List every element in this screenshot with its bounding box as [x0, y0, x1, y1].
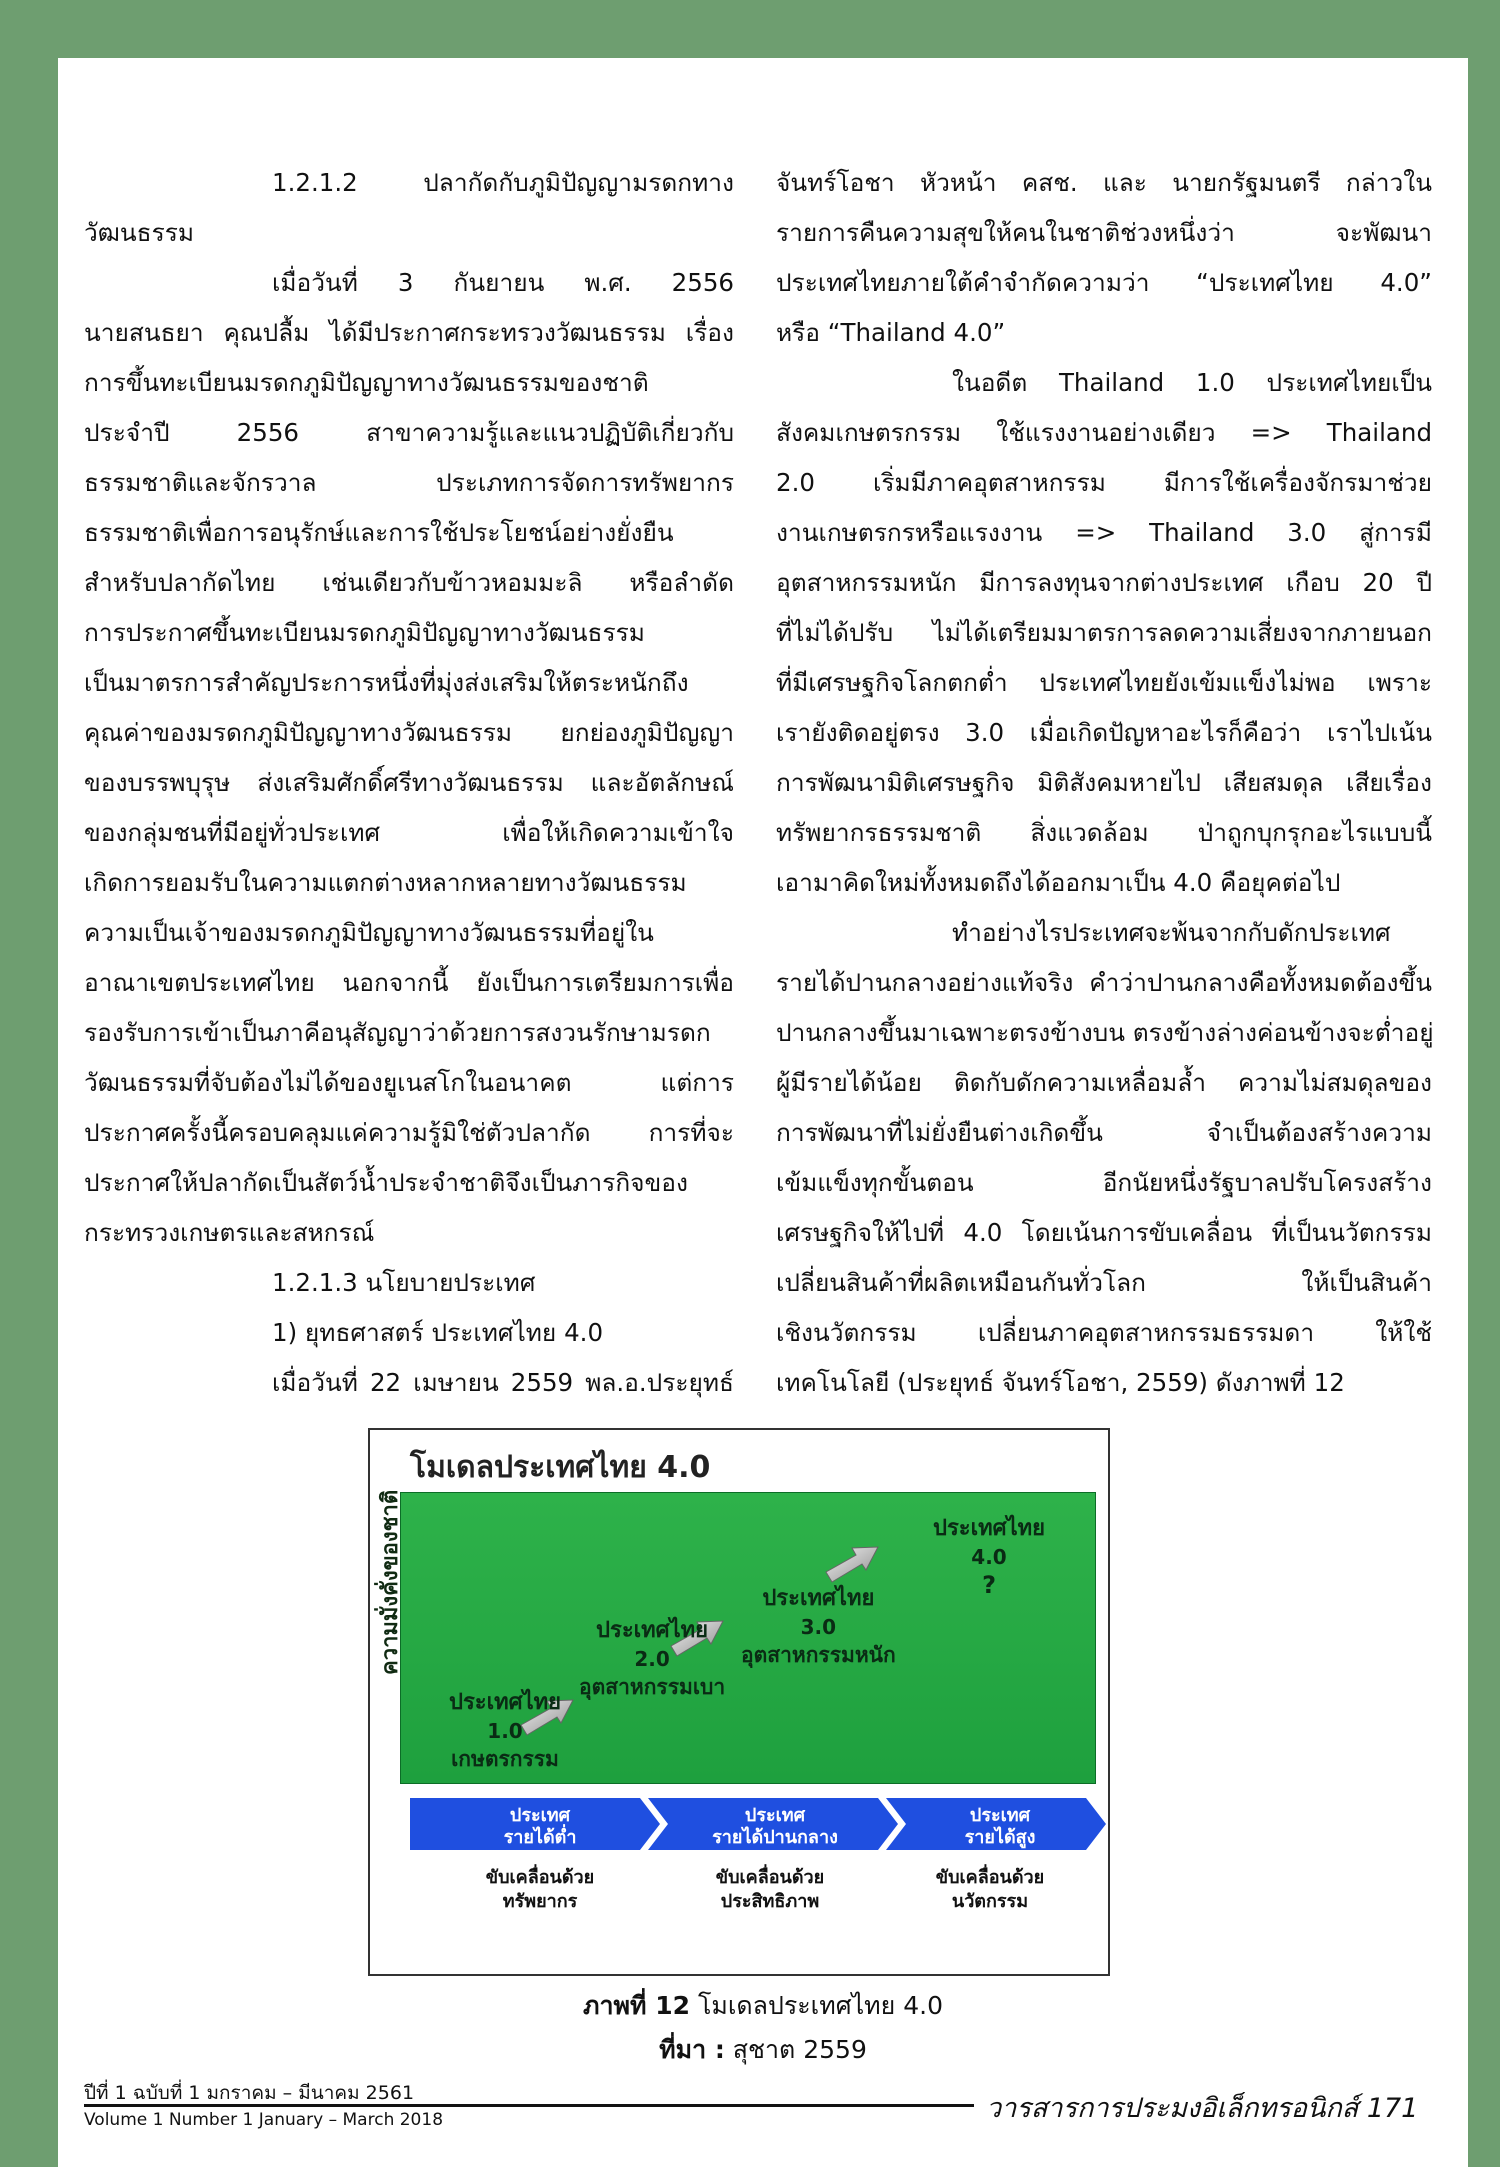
text-line: สังคมเกษตรกรรม ใช้แรงงานอย่างเดียว => Thailand [776, 418, 1432, 447]
text-line: การประกาศขึ้นทะเบียนมรดกภูมิปัญญาทางวัฒนธรรม [84, 618, 645, 647]
right-text-column [776, 158, 1432, 1408]
text-line: เมื่อวันที่ 3 กันยายน พ.ศ. 2556 [272, 268, 734, 297]
driver-2-line2: ประสิทธิภาพ [720, 1891, 820, 1912]
bar-2-line1: ประเทศ [744, 1805, 806, 1826]
income-bar-low-label [440, 1800, 640, 1854]
text-line: การขึ้นทะเบียนมรดกภูมิปัญญาทางวัฒนธรรมของชาติ [84, 368, 649, 397]
figure-source-text: สุชาต 2559 [724, 2035, 867, 2064]
text-line: 1.2.1.2 ปลากัดกับภูมิปัญญามรดกทาง [272, 168, 734, 197]
text-line: ของกลุ่มชนที่มีอยู่ทั่วประเทศ เพื่อให้เกิดความเข้าใจ [84, 818, 734, 847]
text-line: รายการคืนความสุขให้คนในชาติช่วงหนึ่งว่า จะพัฒนา [776, 218, 1432, 247]
stage-1-version: 1.0 [487, 1719, 523, 1743]
text-line: อุตสาหกรรมหนัก มีการลงทุนจากต่างประเทศ เกือบ 20 ปี [776, 568, 1432, 597]
stage-3-name: ประเทศไทย [762, 1586, 875, 1611]
text-line: อาณาเขตประเทศไทย นอกจากนี้ ยังเป็นการเตรียมการเพื่อ [84, 968, 734, 997]
text-line: การพัฒนามิติเศรษฐกิจ มิติสังคมหายไป เสียสมดุล เสียเรื่อง [776, 768, 1432, 797]
stage-4-name: ประเทศไทย [933, 1516, 1046, 1541]
driver-innovation [900, 1866, 1080, 1914]
driver-1-line2: ทรัพยากร [502, 1891, 578, 1912]
driver-3-line1: ขับเคลื่อนด้วย [935, 1867, 1045, 1888]
text-line: ผู้มีรายได้น้อย ติดกับดักความเหลื่อมล้ำ ความไม่สมดุลของ [776, 1068, 1432, 1097]
text-line: สำหรับปลากัดไทย เช่นเดียวกับข้าวหอมมะลิ หรือลำดัด [84, 568, 734, 597]
text-line: 2.0 เริ่มมีภาคอุตสาหกรรม มีการใช้เครื่องจักรมาช่วย [776, 468, 1432, 497]
text-line: ของบรรพบุรุษ ส่งเสริมศักดิ์ศรีทางวัฒนธรรม และอัตลักษณ์ [84, 768, 734, 797]
text-line: ประกาศให้ปลากัดเป็นสัตว์น้ำประจำชาติจึงเป็นภารกิจของ [84, 1168, 688, 1197]
text-line: ปานกลางขึ้นมาเฉพาะตรงข้างบน ตรงข้างล่างค่อนข้างจะต่ำอยู่ [776, 1018, 1434, 1047]
text-line: วัฒนธรรม [84, 218, 195, 247]
text-line: ความเป็นเจ้าของมรดกภูมิปัญญาทางวัฒนธรรมที่อยู่ใน [84, 918, 654, 947]
text-line: เป็นมาตรการสำคัญประการหนึ่งที่มุ่งส่งเสริมให้ตระหนักถึง [84, 668, 689, 697]
text-line: 1) ยุทธศาสตร์ ประเทศไทย 4.0 [272, 1318, 604, 1347]
figure-caption-label: ภาพที่ 12 [583, 1991, 690, 2020]
text-line: นายสนธยา คุณปลื้ม ได้มีประกาศกระทรวงวัฒนธรรม เรื่อง [84, 318, 734, 347]
footer-journal-page: วารสารการประมงอิเล็กทรอนิกส์ 171 [986, 2093, 1419, 2124]
text-line: ประจำปี 2556 สาขาความรู้และแนวปฏิบัติเกี่ยวกับ [84, 418, 734, 447]
stage-4-version: 4.0 [971, 1545, 1007, 1569]
stage-2-version: 2.0 [634, 1647, 670, 1671]
text-line: เข้มแข็งทุกขั้นตอน อีกนัยหนึ่งรัฐบาลปรับโครงสร้าง [776, 1168, 1432, 1197]
bar-1-line1: ประเทศ [509, 1805, 571, 1826]
stage-1 [449, 1689, 561, 1773]
text-line: รายได้ปานกลางอย่างแท้จริง คำว่าปานกลางคือทั้งหมดต้องขึ้น [776, 968, 1432, 997]
figure-source [58, 2030, 1468, 2070]
stage-2-sector: อุตสาหกรรมเบา [579, 1675, 726, 1699]
footer-divider [84, 2104, 974, 2107]
text-line: เชิงนวัตกรรม เปลี่ยนภาคอุตสาหกรรมธรรมดา ให้ใช้ [776, 1318, 1432, 1347]
text-line: เกิดการยอมรับในความแตกต่างหลากหลายทางวัฒนธรรม [84, 868, 687, 897]
footer-issue-en: Volume 1 Number 1 January – March 2018 [84, 2110, 444, 2130]
stage-4-sector: ? [982, 1571, 996, 1599]
text-line: หรือ “Thailand 4.0” [776, 318, 1006, 347]
text-line: ประเทศไทยภายใต้คำจำกัดความว่า “ประเทศไทย 4.0” [776, 268, 1432, 297]
text-line: ประกาศครั้งนี้ครอบคลุมแค่ความรู้มิใช่ตัวปลากัด การที่จะ [84, 1118, 734, 1147]
bar-3-line1: ประเทศ [969, 1805, 1031, 1826]
stage-1-name: ประเทศไทย [449, 1690, 562, 1715]
arrow-icon-3 [826, 1547, 878, 1582]
text-line: กระทรวงเกษตรและสหกรณ์ [84, 1218, 375, 1247]
stage-3 [741, 1585, 896, 1669]
text-line: เอามาคิดใหม่ทั้งหมดถึงได้ออกมาเป็น 4.0 คือยุคต่อไป [776, 868, 1341, 897]
text-line: เศรษฐกิจให้ไปที่ 4.0 โดยเน้นการขับเคลื่อน ที่เป็นนวัตกรรม [776, 1218, 1432, 1247]
y-axis-label: ความมั่งคั่งของชาติ [378, 1489, 403, 1675]
left-text-column [84, 158, 734, 1408]
text-line: เรายังติดอยู่ตรง 3.0 เมื่อเกิดปัญหาอะไรก็คือว่า เราไปเน้น [776, 718, 1432, 747]
stage-3-sector: อุตสาหกรรมหนัก [741, 1643, 896, 1667]
stage-1-sector: เกษตรกรรม [451, 1747, 559, 1771]
stage-4 [933, 1515, 1045, 1599]
bar-3-line2: รายได้สูง [964, 1827, 1036, 1848]
text-line: งานเกษตรกรหรือแรงงาน => Thailand 3.0 สู่การมี [776, 518, 1432, 547]
text-line: วัฒนธรรมที่จับต้องไม่ได้ของยูเนสโกในอนาคต แต่การ [84, 1068, 734, 1097]
footer-issue-th: ปีที่ 1 ฉบับที่ 1 มกราคม – มีนาคม 2561 [84, 2082, 415, 2104]
stage-2 [579, 1617, 725, 1701]
income-bar-high-label [910, 1800, 1090, 1854]
driver-1-line1: ขับเคลื่อนด้วย [485, 1867, 595, 1888]
text-line: เทคโนโลยี (ประยุทธ์ จันทร์โอชา, 2559) ดังภาพที่ 12 [776, 1368, 1345, 1397]
text-line: ทำอย่างไรประเทศจะพ้นจากกับดักประเทศ [952, 918, 1391, 947]
thailand-4-model-figure [368, 1428, 1110, 1976]
text-line: ที่ไม่ได้ปรับ ไม่ได้เตรียมมาตรการลดความเสี่ยงจากภายนอก [776, 618, 1432, 647]
text-line: 1.2.1.3 นโยบายประเทศ [272, 1268, 536, 1297]
text-line: รองรับการเข้าเป็นภาคีอนุสัญญาว่าด้วยการสงวนรักษามรดก [84, 1018, 711, 1047]
journal-page [58, 58, 1468, 2167]
figure-caption [58, 1986, 1468, 2026]
driver-2-line1: ขับเคลื่อนด้วย [715, 1867, 825, 1888]
text-line: จันทร์โอชา หัวหน้า คสช. และ นายกรัฐมนตรี กล่าวใน [776, 168, 1432, 197]
bar-2-line2: รายได้ปานกลาง [712, 1827, 838, 1848]
stage-2-name: ประเทศไทย [596, 1618, 709, 1643]
figure-source-label: ที่มา : [659, 2035, 725, 2064]
text-line: เมื่อวันที่ 22 เมษายน 2559 พล.อ.ประยุทธ์ [272, 1368, 734, 1397]
text-line: ทรัพยากรธรรมชาติ สิ่งแวดล้อม ป่าถูกบุกรุกอะไรแบบนี้ [776, 818, 1432, 847]
wealth-chart-area [400, 1492, 1096, 1784]
figure-caption-text: โมเดลประเทศไทย 4.0 [690, 1991, 943, 2020]
text-line: ธรรมชาติและจักรวาล ประเภทการจัดการทรัพยากร [84, 468, 734, 497]
figure-title: โมเดลประเทศไทย 4.0 [410, 1450, 711, 1485]
income-bar-middle-label [670, 1800, 880, 1854]
stage-3-version: 3.0 [800, 1615, 837, 1639]
driver-3-line2: นวัตกรรม [951, 1891, 1029, 1912]
text-line: ที่มีเศรษฐกิจโลกตกต่ำ ประเทศไทยยังเข้มแข็งไม่พอ เพราะ [776, 668, 1432, 697]
text-line: เปลี่ยนสินค้าที่ผลิตเหมือนกันทั่วโลก ให้เป็นสินค้า [776, 1268, 1432, 1297]
text-line: การพัฒนาที่ไม่ยั่งยืนต่างเกิดขึ้น จำเป็นต้องสร้างความ [776, 1118, 1432, 1147]
bar-1-line2: รายได้ต่ำ [503, 1827, 577, 1848]
text-line: คุณค่าของมรดกภูมิปัญญาทางวัฒนธรรม ยกย่องภูมิปัญญา [84, 718, 734, 747]
driver-efficiency [680, 1866, 860, 1914]
text-line: ในอดีต Thailand 1.0 ประเทศไทยเป็น [952, 368, 1432, 397]
driver-resources [450, 1866, 630, 1914]
text-line: ธรรมชาติเพื่อการอนุรักษ์และการใช้ประโยชน์อย่างยั่งยืน [84, 518, 674, 547]
